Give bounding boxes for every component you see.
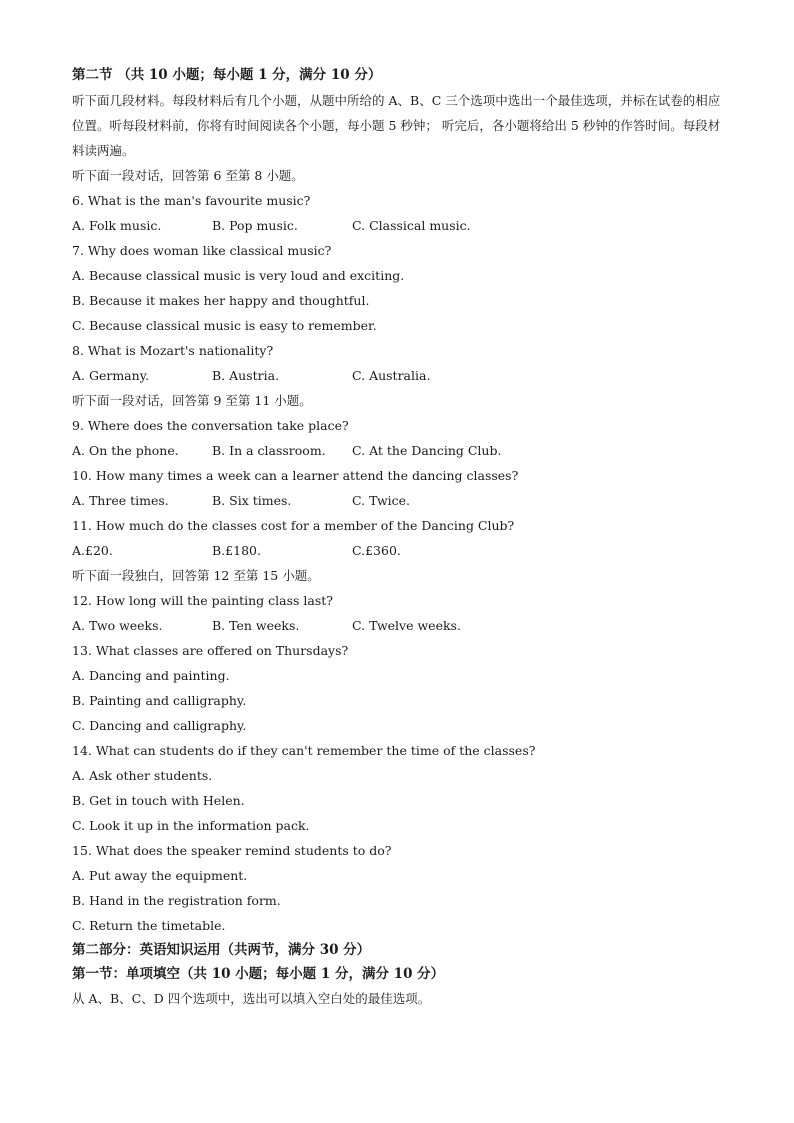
option-a: A. Three times. <box>72 493 169 508</box>
option-c: C. At the Dancing Club. <box>352 443 502 458</box>
option-b: B. Austria. <box>212 368 280 383</box>
option-c: C. Twice. <box>352 493 411 508</box>
option-c: C. Classical music. <box>352 218 471 233</box>
option-a: A.£20. <box>72 543 113 558</box>
option-c: C. Dancing and calligraphy. <box>72 718 247 733</box>
option-a: A. Dancing and painting. <box>72 668 230 683</box>
part2-heading: 第二部分：英语知识运用（共两节，满分 30 分） <box>72 942 371 958</box>
option-b: B. Ten weeks. <box>212 618 300 633</box>
option-a: A. On the phone. <box>72 443 179 458</box>
question-6: 6. What is the man's favourite music? <box>72 193 311 208</box>
question-7: 7. Why does woman like classical music? <box>72 243 332 258</box>
question-12: 12. How long will the painting class last? <box>72 593 334 608</box>
option-b: B. Because it makes her happy and thoughtful. <box>72 293 370 308</box>
option-b: B. Pop music. <box>212 218 298 233</box>
part2-section1-instructions: 从 A、B、C、D 四个选项中，选出可以填入空白处的最佳选项。 <box>72 991 431 1006</box>
question-6-options <box>72 213 722 238</box>
listening-instructions: 听下面几段材料。每段材料后有几个小题，从题中所给的 A、B、C 三个选项中选出一个最佳选项，并标在试卷的相应位置。听每段材料前，你将有时间阅读各个小题，每小题 5 秒钟； 听完后，各小题将给出 5 秒钟的作答时间。每段材料读两遍。 <box>72 93 721 158</box>
question-12-options <box>72 613 722 638</box>
question-13: 13. What classes are offered on Thursdays? <box>72 643 349 658</box>
question-10: 10. How many times a week can a learner attend the dancing classes? <box>72 468 519 483</box>
dialogue2-intro: 听下面一段对话，回答第 9 至第 11 小题。 <box>72 393 312 408</box>
option-a: A. Two weeks. <box>72 618 163 633</box>
question-8-options <box>72 363 722 388</box>
option-c: C. Look it up in the information pack. <box>72 818 310 833</box>
question-11: 11. How much do the classes cost for a member of the Dancing Club? <box>72 518 515 533</box>
question-8: 8. What is Mozart's nationality? <box>72 343 274 358</box>
option-a: A. Because classical music is very loud and exciting. <box>72 268 405 283</box>
option-c: C. Return the timetable. <box>72 918 226 933</box>
option-c: C. Because classical music is easy to remember. <box>72 318 377 333</box>
option-b: B. Painting and calligraphy. <box>72 693 247 708</box>
question-14: 14. What can students do if they can't remember the time of the classes? <box>72 743 536 758</box>
option-a: A. Ask other students. <box>72 768 213 783</box>
option-b: B. Six times. <box>212 493 292 508</box>
option-c: C. Twelve weeks. <box>352 618 461 633</box>
question-9-options <box>72 438 722 463</box>
question-9: 9. Where does the conversation take place? <box>72 418 349 433</box>
question-15: 15. What does the speaker remind students to do? <box>72 843 392 858</box>
question-11-options <box>72 538 722 563</box>
option-c: C. Australia. <box>352 368 431 383</box>
option-a: A. Put away the equipment. <box>72 868 248 883</box>
exam-page <box>72 63 722 1011</box>
question-10-options <box>72 488 722 513</box>
option-b: B.£180. <box>212 543 261 558</box>
dialogue1-intro: 听下面一段对话，回答第 6 至第 8 小题。 <box>72 168 304 183</box>
option-a: A. Germany. <box>72 368 150 383</box>
option-a: A. Folk music. <box>72 218 162 233</box>
monologue-intro: 听下面一段独白，回答第 12 至第 15 小题。 <box>72 568 320 583</box>
section2-heading: 第二节 （共 10 小题；每小题 1 分，满分 10 分） <box>72 67 382 83</box>
option-b: B. In a classroom. <box>212 443 326 458</box>
option-b: B. Get in touch with Helen. <box>72 793 245 808</box>
part2-section1-heading: 第一节：单项填空（共 10 小题；每小题 1 分，满分 10 分） <box>72 966 445 982</box>
option-b: B. Hand in the registration form. <box>72 893 281 908</box>
option-c: C.£360. <box>352 543 401 558</box>
